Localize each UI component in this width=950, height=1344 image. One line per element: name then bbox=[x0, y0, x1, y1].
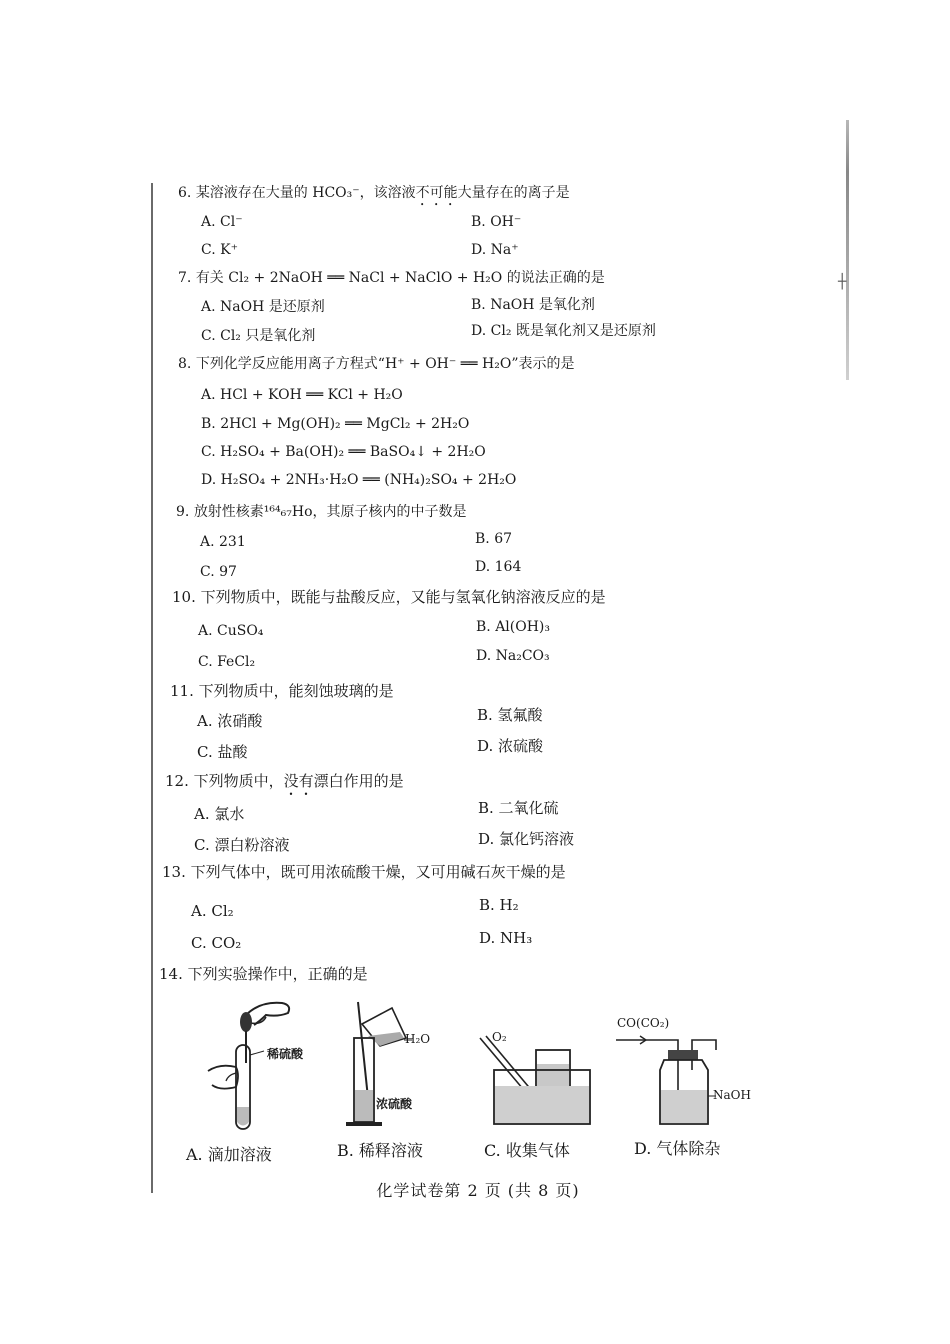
option: C. 漂白粉溶液 bbox=[194, 836, 290, 854]
question-11 bbox=[170, 682, 394, 700]
question-6 bbox=[178, 184, 570, 209]
question-number: 14. bbox=[159, 965, 183, 983]
question-12 bbox=[165, 772, 404, 799]
figure-b-label-bottom: 浓硫酸 bbox=[376, 1097, 413, 1111]
question-number: 9. bbox=[176, 504, 190, 520]
scan-edge-shadow bbox=[846, 120, 849, 380]
option: C. FeCl₂ bbox=[198, 654, 256, 670]
figure-d-caption: D. 气体除杂 bbox=[634, 1139, 721, 1158]
option: D. 浓硫酸 bbox=[477, 737, 544, 755]
dropper-test-tube-figure bbox=[200, 995, 320, 1135]
question-9 bbox=[176, 503, 467, 521]
gas-washing-bottle-figure bbox=[612, 1030, 732, 1130]
option: B. 二氧化硫 bbox=[478, 799, 559, 817]
figure-d-label-right: NaOH bbox=[713, 1088, 751, 1102]
option: B. OH⁻ bbox=[471, 214, 522, 230]
option: D. 氯化钙溶液 bbox=[478, 830, 575, 848]
question-number: 11. bbox=[170, 682, 194, 700]
figure-b-label-top: H₂O bbox=[405, 1032, 431, 1046]
figure-a-caption: A. 滴加溶液 bbox=[186, 1145, 272, 1164]
option: A. Cl⁻ bbox=[201, 214, 243, 230]
question-7 bbox=[178, 269, 605, 287]
option: B. H₂ bbox=[479, 896, 519, 914]
option: C. 97 bbox=[200, 564, 237, 580]
option: A. HCl + KOH ══ KCl + H₂O bbox=[201, 387, 403, 403]
figure-d-label-top: CO(CO₂) bbox=[617, 1016, 670, 1030]
option: C. 盐酸 bbox=[197, 743, 248, 761]
question-stem: 下列实验操作中，正确的是 bbox=[187, 965, 368, 983]
question-8 bbox=[178, 355, 575, 373]
figure-b-caption: B. 稀释溶液 bbox=[337, 1141, 423, 1160]
option: C. CO₂ bbox=[191, 934, 242, 952]
option: C. Cl₂ 只是氧化剂 bbox=[201, 328, 316, 344]
question-number: 13. bbox=[162, 863, 186, 881]
question-stem: 下列物质中，能刻蚀玻璃的是 bbox=[198, 682, 394, 700]
option: B. 2HCl + Mg(OH)₂ ══ MgCl₂ + 2H₂O bbox=[201, 416, 470, 432]
question-stem: 放射性核素¹⁶⁴₆₇Ho，其原子核内的中子数是 bbox=[193, 504, 467, 520]
figure-c-label: O₂ bbox=[492, 1030, 507, 1044]
option: D. H₂SO₄ + 2NH₃·H₂O ══ (NH₄)₂SO₄ + 2H₂O bbox=[201, 472, 517, 488]
option: C. H₂SO₄ + Ba(OH)₂ ══ BaSO₄↓ + 2H₂O bbox=[201, 444, 486, 460]
question-number: 10. bbox=[172, 588, 196, 606]
question-14 bbox=[159, 965, 368, 983]
gas-collection-figure bbox=[478, 1030, 598, 1130]
question-stem: 有关 Cl₂ + 2NaOH ══ NaCl + NaClO + H₂O 的说法正确的是 bbox=[195, 270, 605, 286]
option: A. CuSO₄ bbox=[198, 623, 264, 639]
question-13 bbox=[162, 863, 566, 881]
question-number: 7. bbox=[178, 270, 192, 286]
binding-margin-line bbox=[151, 183, 153, 1193]
option: D. Na₂CO₃ bbox=[476, 648, 550, 664]
option: B. 氢氟酸 bbox=[477, 706, 543, 724]
option: C. K⁺ bbox=[201, 242, 238, 258]
option: A. Cl₂ bbox=[191, 902, 234, 920]
scan-edge-mark: ┼ bbox=[838, 274, 847, 290]
option: A. 氯水 bbox=[194, 805, 245, 823]
emphasis-text: 没有 bbox=[283, 772, 314, 790]
question-number: 6. bbox=[178, 185, 192, 201]
option: A. 浓硝酸 bbox=[197, 712, 263, 730]
question-stem: 下列物质中，没有漂白作用的是 bbox=[193, 772, 404, 790]
figure-c-caption: C. 收集气体 bbox=[484, 1141, 570, 1160]
question-10 bbox=[172, 588, 606, 606]
option: B. NaOH 是氧化剂 bbox=[471, 297, 595, 313]
question-stem: 某溶液存在大量的 HCO₃⁻，该溶液不可能大量存在的离子是 bbox=[195, 185, 570, 201]
question-stem: 下列化学反应能用离子方程式“H⁺ + OH⁻ ══ H₂O”表示的是 bbox=[195, 356, 575, 372]
emphasis-text: 不可能 bbox=[415, 185, 458, 201]
option: B. 67 bbox=[475, 531, 513, 547]
question-stem: 下列物质中，既能与盐酸反应，又能与氢氧化钠溶液反应的是 bbox=[200, 588, 606, 606]
option: D. Na⁺ bbox=[471, 242, 519, 258]
question-stem: 下列气体中，既可用浓硫酸干燥，又可用碱石灰干燥的是 bbox=[190, 863, 566, 881]
question-number: 12. bbox=[165, 772, 189, 790]
option: D. NH₃ bbox=[479, 929, 533, 947]
page-footer: 化学试卷第 2 页 (共 8 页) bbox=[376, 1181, 580, 1200]
option: A. 231 bbox=[200, 534, 246, 550]
question-number: 8. bbox=[178, 356, 192, 372]
figure-a-label: 稀硫酸 bbox=[267, 1047, 304, 1061]
option: A. NaOH 是还原剂 bbox=[201, 299, 325, 315]
option: D. Cl₂ 既是氧化剂又是还原剂 bbox=[471, 323, 656, 339]
option: D. 164 bbox=[475, 559, 522, 575]
option: B. Al(OH)₃ bbox=[476, 619, 550, 635]
